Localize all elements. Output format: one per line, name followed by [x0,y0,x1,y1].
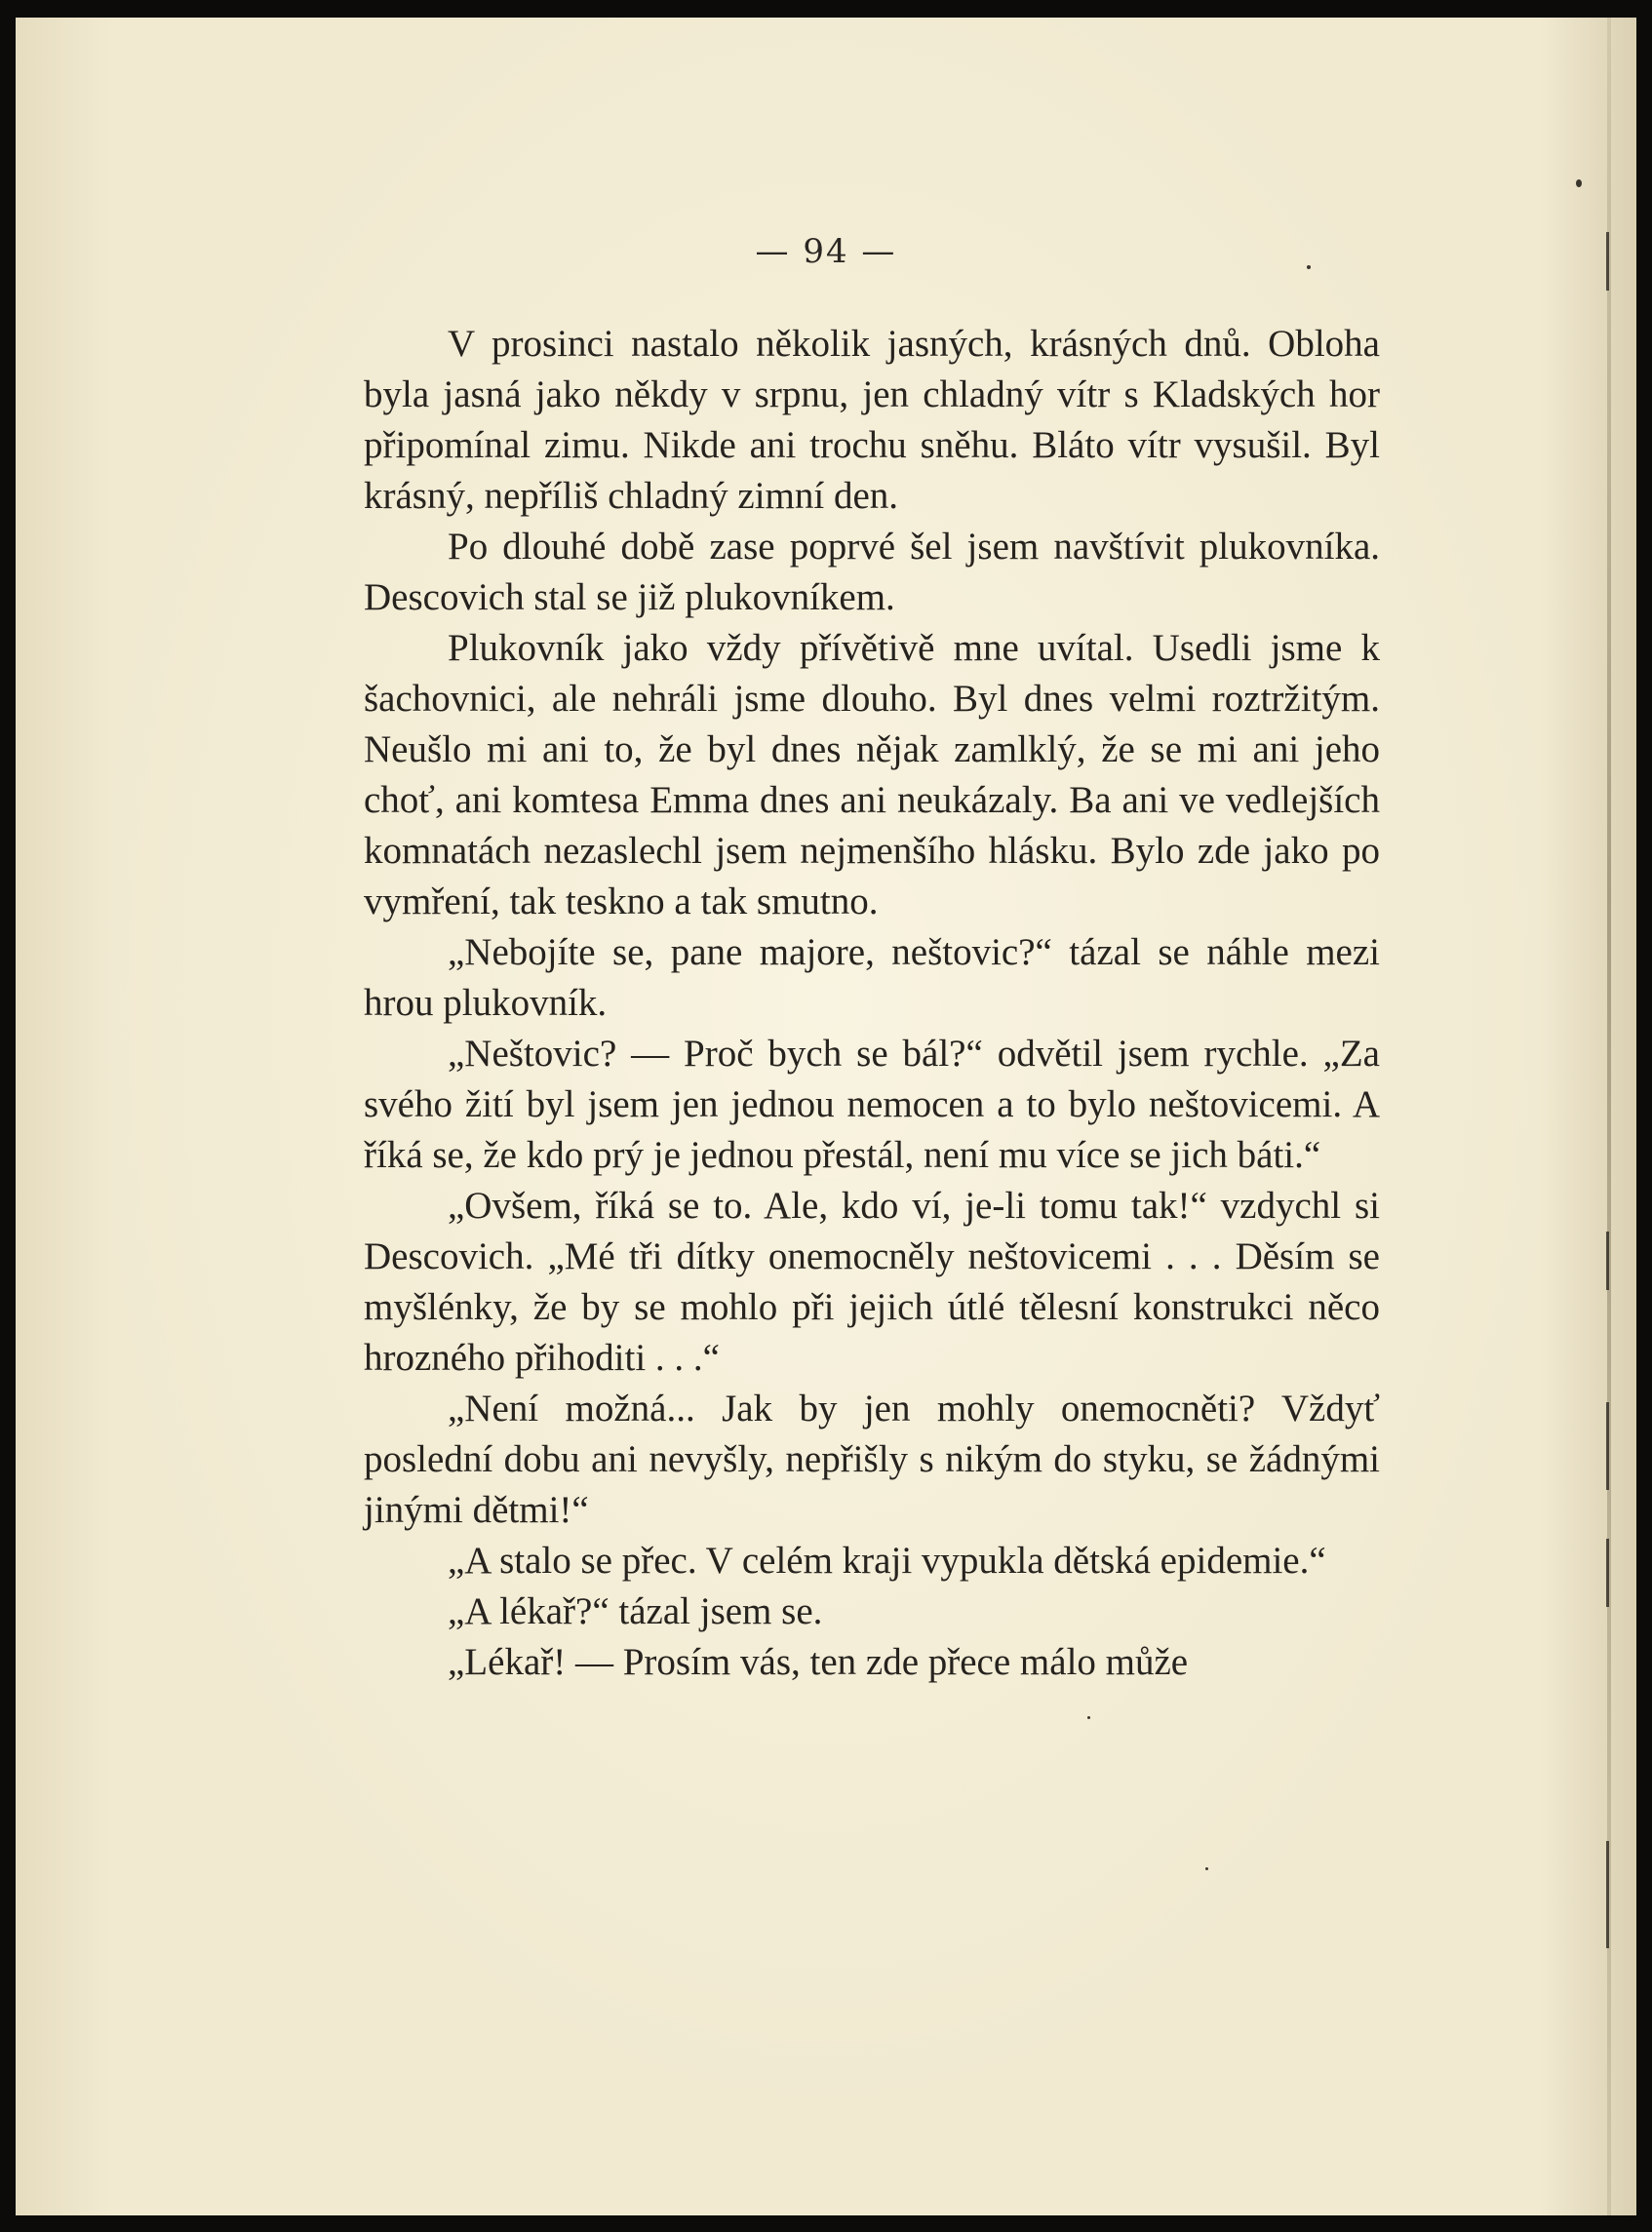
edge-mark [1606,1232,1609,1290]
page-number: — 94 — [755,232,897,271]
paragraph: „A stalo se přec. V celém kraji vypukla dětská epidemie.“ [448,1540,1326,1582]
paragraph: „Není možná... Jak by jen mohly onemocněti? Vždyť poslední dobu ani nevyšly, nepřišly s nikým do styku, se žádnými jinými dětmi!“ [364,1388,1380,1531]
paragraph: Plukovník jako vždy přívětivě mne uvítal. Usedli jsme k šachovnici, ale nehráli jsme dlouho. Byl dnes velmi roztržitým. Neušlo mi ani to, že byl dnes nějak zamlklý, že se mi ani jeho choť, ani komtesa Emma dnes ani neukázaly. Ba ani ve vedlejších komnatách nezaslechl jsem nejmenšího hlásku. Bylo zde jako po vymření, tak teskno a tak smutno. [364,627,1380,922]
paragraph: „Lékař! — Prosím vás, ten zde přece málo může [448,1641,1189,1683]
edge-mark [1606,1539,1609,1607]
paragraph: „Neštovic? — Proč bych se bál?“ odvětil jsem rychle. „Za svého žití byl jsem jen jednou nemocen a to bylo neštovicemi. A říká se, že kdo prý je jednou přestál, není mu více se jich báti.“ [364,1033,1380,1176]
edge-mark [1606,1402,1609,1490]
paper-speck [1576,179,1582,187]
body-text [364,319,1380,1688]
paragraph: „Nebojíte se, pane majore, neštovic?“ tázal se náhle mezi hrou plukovník. [364,931,1380,1024]
paper-speck [1087,1716,1090,1719]
paragraph: „Ovšem, říká se to. Ale, kdo ví, je-li tomu tak!“ vzdychl si Descovich. „Mé tři dítky onemocněly neštovicemi . . . Děsím se myšlénky, že by se mohlo při jejich útlé tělesní konstrukci něco hrozného přihoditi . . .“ [364,1185,1380,1379]
edge-mark [1606,1841,1609,1948]
paragraph: „A lékař?“ tázal jsem se. [448,1590,823,1632]
paragraph: Po dlouhé době zase poprvé šel jsem navštívit plukovníka. Descovich stal se již plukovníkem. [364,526,1380,618]
paragraph: V prosinci nastalo několik jasných, krásných dnů. Obloha byla jasná jako někdy v srpnu, jen chladný vítr s Kladských hor připomínal zimu. Nikde ani trochu sněhu. Bláto vítr vysušil. Byl krásný, nepříliš chladný zimní den. [364,323,1380,517]
paper-speck [1205,1867,1208,1870]
